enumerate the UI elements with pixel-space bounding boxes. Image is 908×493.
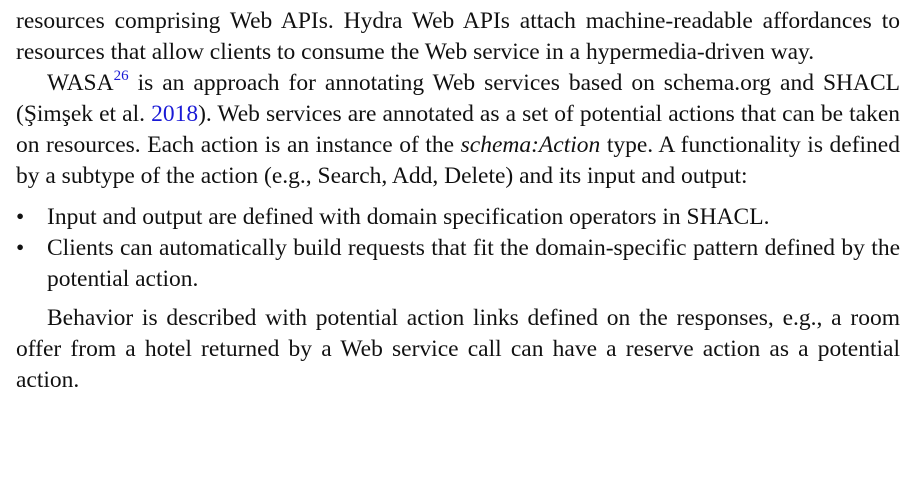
schema-action-term: schema:Action xyxy=(460,132,601,158)
list-item-text: Clients can automatically build requests that fit the domain-specific pattern defined by the potential action. xyxy=(47,235,900,292)
footnote-marker-link[interactable]: 26 xyxy=(113,68,129,84)
paragraph-behavior: Behavior is described with potential action links defined on the responses, e.g., a room offer from a hotel returned by a Web service call can have a reserve action as a potential action. xyxy=(16,305,900,393)
bullet-list xyxy=(16,202,900,295)
list-item xyxy=(16,202,900,233)
document-page xyxy=(16,6,900,396)
list-item xyxy=(16,233,900,295)
paragraph-text: ). Web services are annotated as a set of potential actions that can be taken on resources. Each action is an instance of the xyxy=(16,101,901,158)
bullet-icon: • xyxy=(16,204,25,230)
citation-link[interactable]: 2018 xyxy=(151,101,199,127)
wasa-term: WASA xyxy=(47,70,114,96)
paragraph-text: is an approach for annotating Web services based on schema.org and SHACL (Şimşek et al. xyxy=(16,70,900,127)
bullet-icon: • xyxy=(16,235,25,261)
list-item-text: Input and output are defined with domain specification operators in SHACL. xyxy=(47,204,770,230)
paragraph-wasa xyxy=(16,68,900,192)
paragraph-text: type. A functionality is defined by a subtype of the action (e.g., Search, Add, Delete) and its input and output: xyxy=(16,132,900,189)
paragraph-hydra: resources comprising Web APIs. Hydra Web APIs attach machine-readable affordances to resources that allow clients to consume the Web service in a hypermedia-driven way. xyxy=(16,8,900,65)
